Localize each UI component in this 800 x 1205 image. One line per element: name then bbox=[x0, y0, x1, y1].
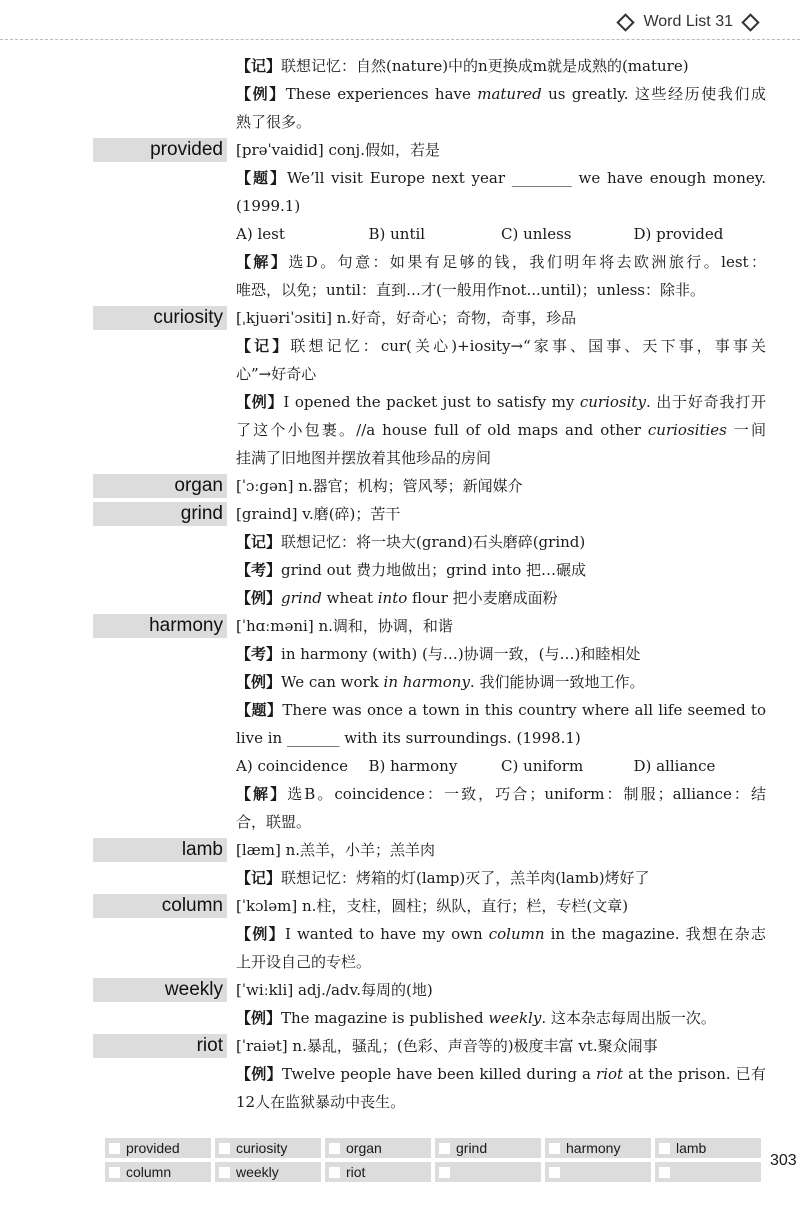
example: 【例】The magazine is published weekly. 这本杂志每周出版一次。 bbox=[236, 1009, 716, 1027]
checklist-item[interactable]: provided bbox=[105, 1138, 211, 1158]
example: 【例】grind wheat into flour 把小麦磨成面粉 bbox=[236, 589, 558, 607]
checklist-item[interactable]: organ bbox=[325, 1138, 431, 1158]
headword: lamb bbox=[93, 838, 227, 862]
checklist-item[interactable]: grind bbox=[435, 1138, 541, 1158]
checkbox-icon[interactable] bbox=[439, 1143, 450, 1154]
usage-note: 【考】grind out 费力地做出；grind into 把…碾成 bbox=[236, 561, 586, 579]
question: 【题】There was once a town in this country where all life seemed to bbox=[236, 701, 766, 719]
headword: curiosity bbox=[93, 306, 227, 330]
example: 【例】These experiences have matured us greatly. 这些经历使我们成 bbox=[236, 85, 766, 103]
entry-organ bbox=[0, 472, 800, 500]
checklist-item[interactable]: harmony bbox=[545, 1138, 651, 1158]
checkbox-icon[interactable] bbox=[219, 1167, 230, 1178]
memory-note: 【记】联想记忆：自然(nature)中的n更换成m就是成熟的(mature) bbox=[236, 57, 689, 75]
entry-curiosity bbox=[0, 304, 800, 472]
checklist-item[interactable]: lamb bbox=[655, 1138, 761, 1158]
entry-provided bbox=[0, 136, 800, 304]
example: 【例】I wanted to have my own column in the magazine. 我想在杂志 bbox=[236, 925, 766, 943]
headword: provided bbox=[93, 138, 227, 162]
checkbox-icon bbox=[659, 1167, 670, 1178]
definition: [ˈraiət] n.暴乱，骚乱；(色彩、声音等的)极度丰富 vt.聚众闹事 bbox=[236, 1037, 658, 1055]
explanation: 【解】选B。coincidence：一致，巧合；uniform：制服；alliance：结 bbox=[236, 785, 766, 803]
memory-note: 【记】联想记忆：将一块大(grand)石头磨碎(grind) bbox=[236, 533, 586, 551]
option: A) lest bbox=[236, 225, 285, 243]
example-cont: 12人在监狱暴动中丧生。 bbox=[236, 1093, 406, 1111]
memory-note-cont: 心”→好奇心 bbox=[236, 365, 317, 383]
explanation-cont: 合，联盟。 bbox=[236, 813, 312, 831]
checkbox-icon[interactable] bbox=[109, 1143, 120, 1154]
definition: [læm] n.羔羊，小羊；羔羊肉 bbox=[236, 841, 436, 859]
entry-grind bbox=[0, 500, 800, 612]
example-translation: 挂满了旧地图并摆放着其他珍品的房间 bbox=[236, 449, 492, 467]
explanation-cont: 唯恐，以免；until：直到…才(一般用作not...until)；unless：除非。 bbox=[236, 281, 706, 299]
checkbox-icon[interactable] bbox=[109, 1167, 120, 1178]
checklist-item[interactable]: column bbox=[105, 1162, 211, 1182]
diamond-icon bbox=[741, 13, 759, 31]
entry-lamb bbox=[0, 836, 800, 892]
entry-riot bbox=[0, 1032, 800, 1116]
question-source: (1999.1) bbox=[236, 197, 301, 215]
checklist-row bbox=[105, 1138, 765, 1158]
answer-options bbox=[236, 220, 766, 248]
memory-note: 【记】联想记忆：cur(关心)+iosity→“家事、国事、天下事，事事关 bbox=[236, 337, 766, 355]
definition: [ˈkɔləm] n.柱，支柱，圆柱；纵队，直行；栏，专栏(文章) bbox=[236, 897, 629, 915]
question-cont: live in _______ with its surroundings. (1998.1) bbox=[236, 729, 581, 747]
definition: [ˈhɑːməni] n.调和，协调，和谐 bbox=[236, 617, 453, 635]
word-list-title: Word List 31 bbox=[643, 13, 733, 30]
option: D) provided bbox=[633, 225, 724, 243]
checklist-item[interactable]: riot bbox=[325, 1162, 431, 1182]
checklist-item-empty bbox=[655, 1162, 761, 1182]
explanation: 【解】选D。句意：如果有足够的钱，我们明年将去欧洲旅行。lest： bbox=[236, 253, 766, 271]
example-cont: 了这个小包裹。//a house full of old maps and other curiosities 一间 bbox=[236, 421, 766, 439]
example-cont: 熟了很多。 bbox=[236, 113, 312, 131]
option: A) coincidence bbox=[236, 757, 348, 775]
review-checklist bbox=[105, 1138, 765, 1186]
example: 【例】Twelve people have been killed during a riot at the prison. 已有 bbox=[236, 1065, 766, 1083]
page-number: 303 bbox=[770, 1152, 797, 1169]
definition: [ˈɔːgən] n.器官；机构；管风琴；新闻媒介 bbox=[236, 477, 523, 495]
checkbox-icon bbox=[439, 1167, 450, 1178]
option: B) until bbox=[368, 225, 426, 243]
headword: organ bbox=[93, 474, 227, 498]
checkbox-icon bbox=[549, 1167, 560, 1178]
checkbox-icon[interactable] bbox=[329, 1143, 340, 1154]
entry-mature-continued bbox=[0, 52, 800, 136]
question: 【题】We’ll visit Europe next year ________ we have enough money. bbox=[236, 169, 766, 187]
entries bbox=[0, 52, 800, 1116]
checkbox-icon[interactable] bbox=[659, 1143, 670, 1154]
checkbox-icon[interactable] bbox=[219, 1143, 230, 1154]
headword: column bbox=[93, 894, 227, 918]
checklist-row bbox=[105, 1162, 765, 1182]
entry-harmony bbox=[0, 612, 800, 836]
page-header bbox=[614, 10, 762, 34]
example: 【例】I opened the packet just to satisfy my curiosity. 出于好奇我打开 bbox=[236, 393, 766, 411]
headword: grind bbox=[93, 502, 227, 526]
headword: harmony bbox=[93, 614, 227, 638]
checklist-item-empty bbox=[545, 1162, 651, 1182]
option: D) alliance bbox=[633, 757, 716, 775]
headword: weekly bbox=[93, 978, 227, 1002]
definition: [ˈwiːkli] adj./adv.每周的(地) bbox=[236, 981, 433, 999]
example-cont: 上开设自己的专栏。 bbox=[236, 953, 372, 971]
entry-weekly bbox=[0, 976, 800, 1032]
option: B) harmony bbox=[368, 757, 458, 775]
checklist-item-empty bbox=[435, 1162, 541, 1182]
headword: riot bbox=[93, 1034, 227, 1058]
example: 【例】We can work in harmony. 我们能协调一致地工作。 bbox=[236, 673, 645, 691]
entry-column bbox=[0, 892, 800, 976]
diamond-icon bbox=[617, 13, 635, 31]
checkbox-icon[interactable] bbox=[329, 1167, 340, 1178]
usage-note: 【考】in harmony (with) (与…)协调一致，(与…)和睦相处 bbox=[236, 645, 641, 663]
checkbox-icon[interactable] bbox=[549, 1143, 560, 1154]
checklist-item[interactable]: weekly bbox=[215, 1162, 321, 1182]
option: C) unless bbox=[501, 225, 572, 243]
header-divider bbox=[0, 39, 800, 40]
checklist-item[interactable]: curiosity bbox=[215, 1138, 321, 1158]
option: C) uniform bbox=[501, 757, 584, 775]
memory-note: 【记】联想记忆：烤箱的灯(lamp)灭了，羔羊肉(lamb)烤好了 bbox=[236, 869, 650, 887]
definition: [graind] v.磨(碎)；苦干 bbox=[236, 505, 401, 523]
definition: [ˌkjuəriˈɔsiti] n.好奇，好奇心；奇物，奇事，珍品 bbox=[236, 309, 577, 327]
definition: [prəˈvaidid] conj.假如，若是 bbox=[236, 141, 440, 159]
answer-options bbox=[236, 752, 766, 780]
